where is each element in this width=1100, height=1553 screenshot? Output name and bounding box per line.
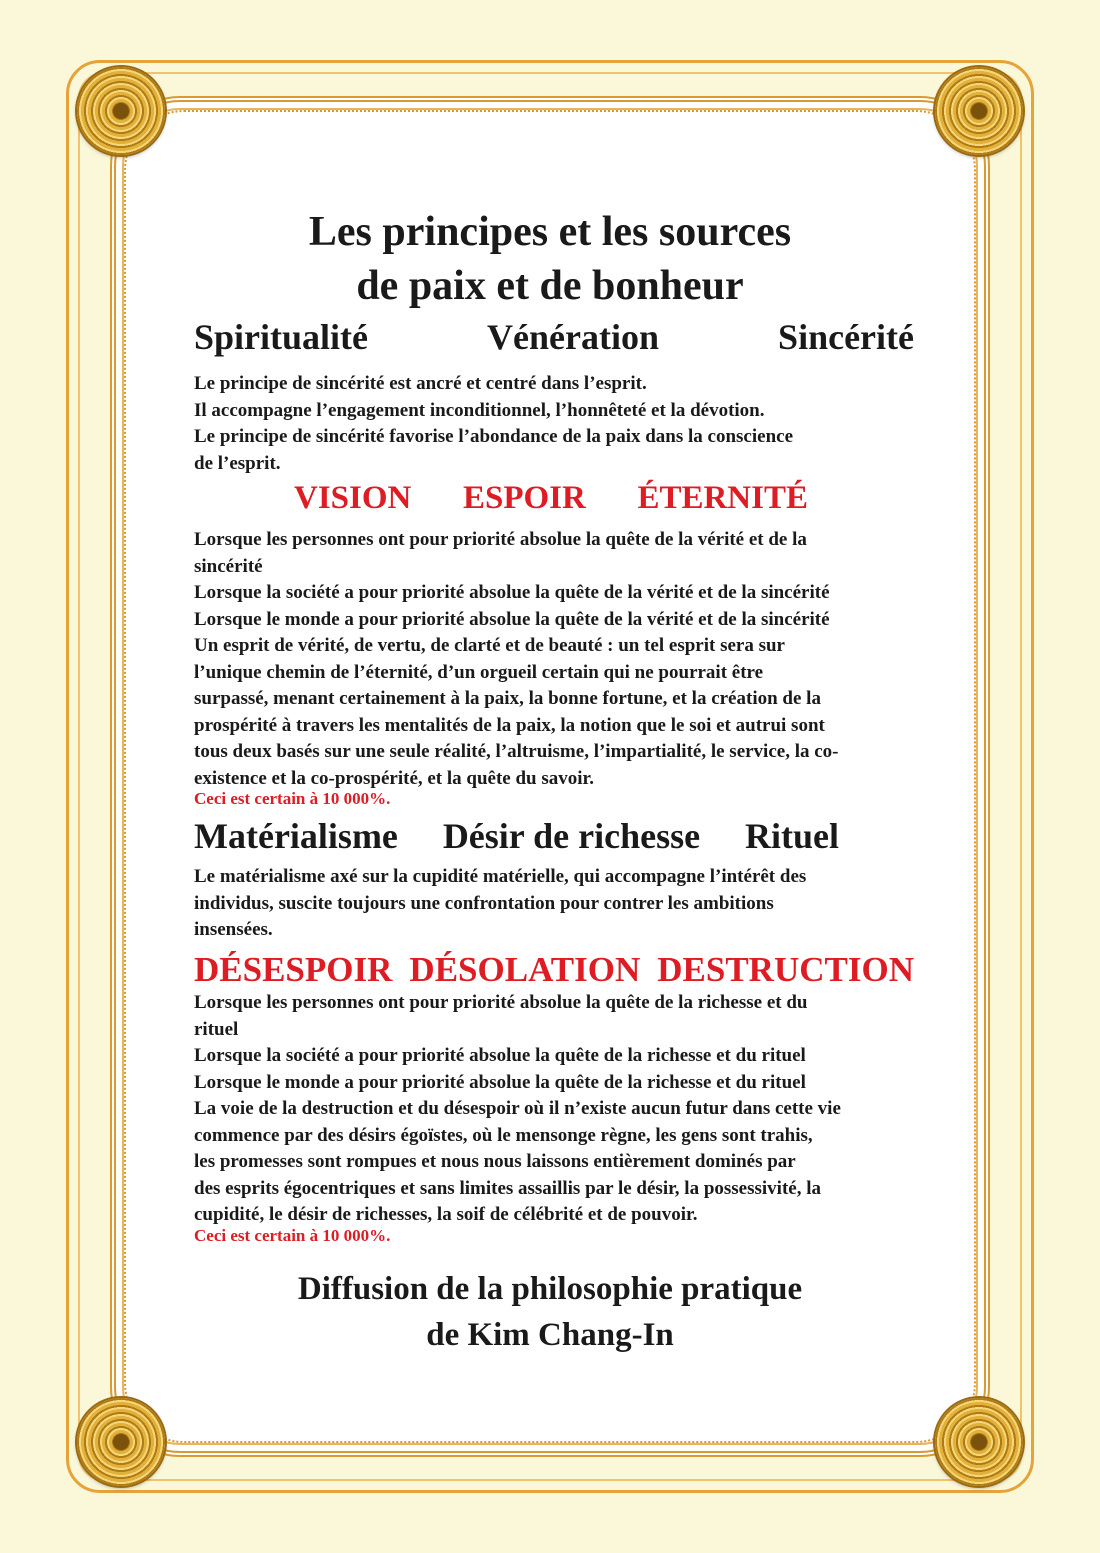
text-line: Lorsque le monde a pour priorité absolue la quête de la richesse et du rituel bbox=[194, 1071, 806, 1093]
text-line: prospérité à travers les mentalités de la paix, la notion que le soi et autrui sont bbox=[194, 714, 825, 736]
certainty-statement-2: Ceci est certain à 10 000%. bbox=[194, 1226, 391, 1245]
section2-paragraph bbox=[194, 527, 914, 792]
certainty-statement-1: Ceci est certain à 10 000%. bbox=[194, 789, 391, 808]
text-line: insensées. bbox=[194, 919, 273, 940]
text-line: La voie de la destruction et du désespoir où il n’existe aucun futur dans cette vie bbox=[194, 1098, 841, 1119]
text-line: sincérité bbox=[194, 555, 263, 577]
gold-medallion-bottom-left bbox=[77, 1398, 165, 1486]
text-line: de l’esprit. bbox=[194, 452, 281, 474]
title-line-1: Les principes et les sources bbox=[308, 209, 792, 255]
heading-word: DÉSOLATION bbox=[409, 950, 641, 989]
section1-heading bbox=[194, 316, 914, 358]
text-line: Lorsque le monde a pour priorité absolue la quête de la vérité et de la sincérité bbox=[194, 608, 830, 630]
heading-word: DÉSESPOIR bbox=[194, 950, 393, 989]
gold-medallion-top-right bbox=[935, 67, 1023, 155]
heading-word: ÉTERNITÉ bbox=[637, 480, 808, 516]
text-line: les promesses sont rompues et nous nous laissons entièrement dominés par bbox=[194, 1151, 796, 1172]
section4-heading bbox=[194, 950, 914, 990]
text-line: rituel bbox=[194, 1018, 239, 1040]
heading-word: Spiritualité bbox=[194, 317, 369, 357]
title-line-2: de paix et de bonheur bbox=[356, 263, 744, 309]
section4-paragraph bbox=[194, 990, 914, 1229]
text-line: tous deux basés sur une seule réalité, l’altruisme, l’impartialité, le service, la co- bbox=[194, 741, 839, 762]
heading-word: Matérialisme bbox=[194, 816, 398, 856]
text-line: individus, suscite toujours une confrontation pour contrer les ambitions bbox=[194, 892, 774, 914]
footer-line-1: Diffusion de la philosophie pratique bbox=[297, 1271, 803, 1307]
text-line: Un esprit de vérité, de vertu, de clarté et de beauté : un tel esprit sera sur bbox=[194, 635, 785, 656]
text-line: l’unique chemin de l’éternité, d’un orgueil certain qui ne pourrait être bbox=[194, 661, 764, 683]
text-line: Lorsque les personnes ont pour priorité absolue la quête de la vérité et de la bbox=[194, 529, 807, 550]
gold-medallion-bottom-right bbox=[935, 1398, 1023, 1486]
text-line: Le principe de sincérité est ancré et centré dans l’esprit. bbox=[194, 373, 647, 394]
heading-word: Sincérité bbox=[778, 317, 914, 357]
text-line: surpassé, menant certainement à la paix, la bonne fortune, et la création de la bbox=[194, 688, 821, 709]
text-line: cupidité, le désir de richesses, la soif de célébrité et de pouvoir. bbox=[194, 1204, 698, 1225]
heading-word: Rituel bbox=[745, 816, 839, 856]
heading-word: VISION bbox=[294, 480, 412, 516]
text-line: Lorsque les personnes ont pour priorité absolue la quête de la richesse et du bbox=[194, 992, 808, 1013]
text-line: existence et la co-prospérité, et la quête du savoir. bbox=[194, 767, 594, 789]
text-line: Le matérialisme axé sur la cupidité matérielle, qui accompagne l’intérêt des bbox=[194, 866, 807, 887]
gold-medallion-top-left bbox=[77, 67, 165, 155]
footer-line-2: de Kim Chang-In bbox=[426, 1317, 674, 1353]
section3-heading bbox=[194, 815, 839, 857]
text-line: Le principe de sincérité favorise l’abondance de la paix dans la conscience bbox=[194, 426, 794, 447]
section1-paragraph bbox=[194, 371, 914, 477]
heading-word: Désir de richesse bbox=[442, 816, 701, 856]
heading-word: ESPOIR bbox=[462, 480, 586, 516]
text-line: commence par des désirs égoïstes, où le mensonge règne, les gens sont trahis, bbox=[194, 1124, 813, 1146]
section2-heading bbox=[294, 480, 808, 517]
text-line: Lorsque la société a pour priorité absolue la quête de la richesse et du rituel bbox=[194, 1045, 806, 1066]
text-line: Lorsque la société a pour priorité absolue la quête de la vérité et de la sincérité bbox=[194, 582, 830, 603]
heading-word: DESTRUCTION bbox=[657, 950, 914, 989]
heading-word: Vénération bbox=[487, 317, 660, 357]
text-line: des esprits égocentriques et sans limites assaillis par le désir, la possessivité, la bbox=[194, 1177, 821, 1199]
text-line: Il accompagne l’engagement inconditionnel, l’honnêteté et la dévotion. bbox=[194, 399, 765, 421]
section3-paragraph bbox=[194, 864, 914, 944]
